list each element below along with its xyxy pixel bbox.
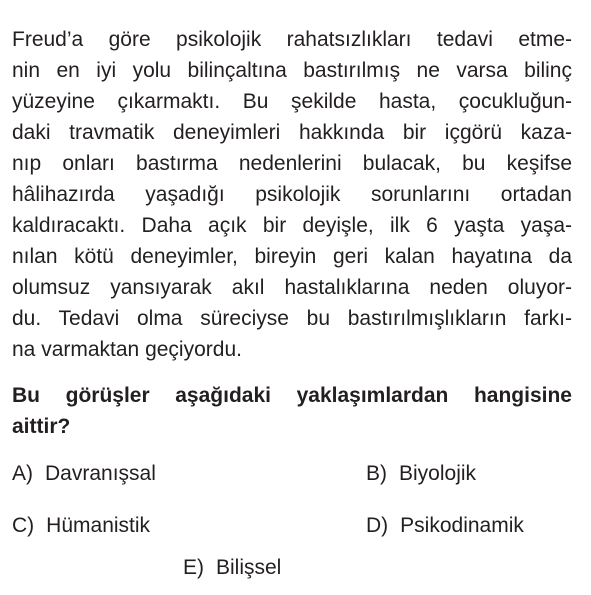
passage-line: nılan kötü deneyimler, bireyin geri kalan hayatına da bbox=[12, 245, 572, 268]
option-text: Bilişsel bbox=[216, 556, 282, 579]
option-text: Hümanistik bbox=[46, 514, 151, 537]
option-letter: E) bbox=[183, 556, 204, 579]
passage-text bbox=[12, 24, 572, 365]
option-letter: D) bbox=[366, 514, 389, 537]
option-letter: C) bbox=[12, 514, 35, 537]
passage-line: kaldıracaktı. Daha açık bir deyişle, ilk 6 yaşta yaşa- bbox=[12, 214, 572, 237]
option-text: Davranışsal bbox=[45, 462, 156, 485]
passage-line: yüzeyine çıkarmaktı. Bu şekilde hasta, çocukluğun- bbox=[12, 90, 572, 113]
passage-line: hâlihazırda yaşadığı psikolojik sorunlarını ortadan bbox=[12, 183, 572, 206]
option-text: Biyolojik bbox=[399, 462, 477, 485]
question-line: aittir? bbox=[12, 415, 71, 438]
option-a[interactable] bbox=[12, 460, 156, 488]
option-d[interactable] bbox=[366, 512, 524, 540]
passage-line: olumsuz yansıyarak akıl hastalıklarına neden oluyor- bbox=[12, 276, 572, 299]
option-text: Psikodinamik bbox=[400, 514, 524, 537]
question-text bbox=[12, 380, 572, 442]
passage-line: na varmaktan geçiyordu. bbox=[12, 338, 242, 361]
passage-line: Freud’a göre psikolojik rahatsızlıkları tedavi etme- bbox=[12, 28, 572, 51]
question-line: Bu görüşler aşağıdaki yaklaşımlardan hangisine bbox=[12, 384, 572, 407]
passage-line: nin en iyi yolu bilinçaltına bastırılmış ne varsa bilinç bbox=[12, 59, 572, 82]
option-letter: B) bbox=[366, 462, 387, 485]
passage-line: du. Tedavi olma süreciyse bu bastırılmışlıkların farkı- bbox=[12, 307, 572, 330]
passage-line: nıp onları bastırma nedenlerini bulacak, bu keşifse bbox=[12, 152, 572, 175]
option-e[interactable] bbox=[183, 554, 281, 582]
passage-line: daki travmatik deneyimleri hakkında bir içgörü kaza- bbox=[12, 121, 572, 144]
option-b[interactable] bbox=[366, 460, 476, 488]
option-c[interactable] bbox=[12, 512, 150, 540]
option-letter: A) bbox=[12, 462, 33, 485]
